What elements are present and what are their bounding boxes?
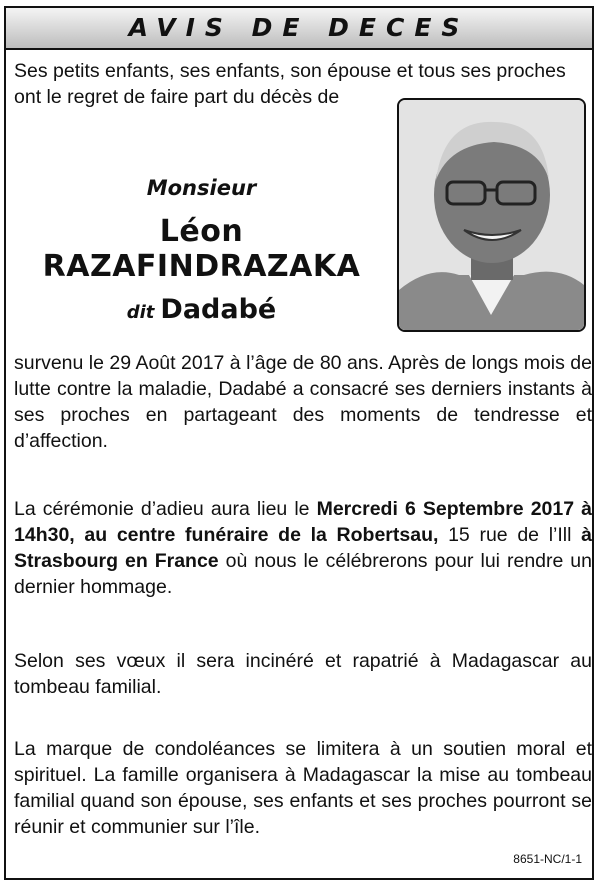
ceremony-text-1: La cérémonie d’adieu aura lieu le xyxy=(14,498,317,520)
nickname-prefix: dit xyxy=(126,302,155,323)
reference-code: 8651-NC/1-1 xyxy=(513,852,582,866)
honorific: Monsieur xyxy=(146,176,257,200)
paragraph-death-details: survenu le 29 Août 2017 à l’âge de 80 ans. Après de longs mois de lutte contre la maladie, Dadabé a consacré ses derniers instants à ses proches en partageant des moments de tendresse et d’affection. xyxy=(14,352,592,452)
ceremony-address: 15 rue de l’Ill xyxy=(438,524,582,546)
nickname-line xyxy=(14,294,389,325)
ceremony-date-place: Mercredi 6 Septembre 2017 à 14h30, au centre funéraire de la Robertsau, xyxy=(14,498,592,546)
death-notice xyxy=(4,6,594,880)
intro-line-1: Ses petits enfants, ses enfants, son épouse et tous ses proches xyxy=(14,60,566,82)
paragraph-wishes: Selon ses vœux il sera incinéré et rapatrié à Madagascar au tombeau familial. xyxy=(14,650,592,698)
portrait-illustration xyxy=(399,100,584,330)
ceremony-text-2: où nous le célébrerons pour lui rendre un dernier hommage. xyxy=(14,550,592,598)
intro-line-2: ont le regret de faire part du décès de xyxy=(14,86,340,108)
deceased-name: Léon RAZAFINDRAZAKA xyxy=(42,214,361,284)
paragraph-condolences: La marque de condoléances se limitera à un soutien moral et spirituel. La famille organisera à Madagascar la mise au tombeau familial quand son épouse, ses enfants et ses proches pourront se réunir et communier sur l’île. xyxy=(14,738,592,838)
portrait-photo xyxy=(397,98,586,332)
nickname: Dadabé xyxy=(160,294,277,325)
paragraph-ceremony xyxy=(14,496,592,600)
deceased-name-block xyxy=(14,176,389,325)
ceremony-city: à Strasbourg en France xyxy=(14,524,592,572)
notice-header: AVIS DE DECES xyxy=(6,8,592,50)
